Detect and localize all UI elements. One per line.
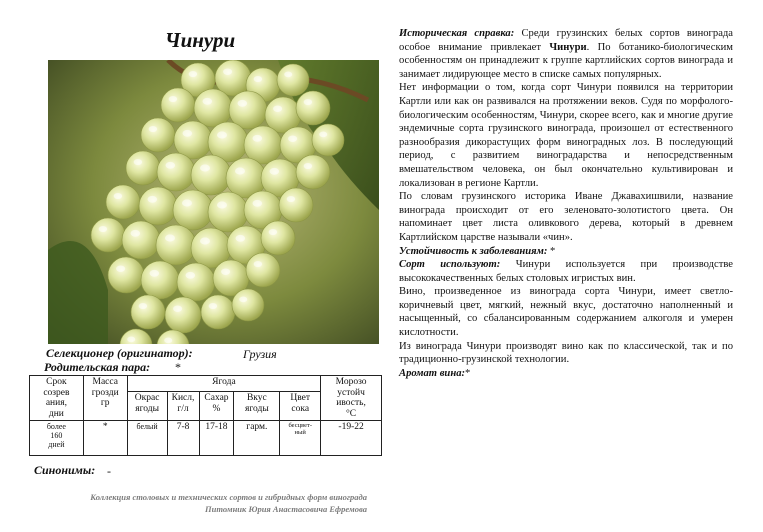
header-berry: Ягода <box>127 376 320 392</box>
grape-berry <box>139 187 177 225</box>
grape-berry-highlight <box>203 98 213 105</box>
grape-berry-highlight <box>148 196 158 203</box>
grape-berry <box>126 151 160 185</box>
grape-berry-highlight <box>165 234 175 241</box>
grape-berry-highlight <box>238 100 248 107</box>
grape-berry <box>131 295 165 329</box>
grape-berry-highlight <box>236 235 246 242</box>
grape-berry-highlight <box>149 126 158 132</box>
grape-berry <box>106 185 140 219</box>
grape-berry <box>277 64 309 96</box>
grape-berry-highlight <box>209 303 218 309</box>
usage-paragraph-2: Вино, произведенное из винограда сорта Чинури, имеет светло-коричневый цвет, мягкий, нежный вкус, достаточно наполненный и насыщенный, со сбалансированным содержанием алкоголя и умерен кислотности. <box>399 286 733 339</box>
history-paragraph-2: Нет информации о том, когда сорт Чинури появился на территории Картли или как он развивался на протяжении веков. Судя по морфолого-биологическим особенностям, Чинури, скорее всего, как и многие другие эндемичные сорта грузинского винограда, произошел от естественного разнообразия дикорастущих форм виноградных лоз. В последующий период, с развитием виноградарства и непосредственным вмешательством человека, он был окончательно культивирован и локализован в регионе Картли. <box>399 82 733 189</box>
synonyms-label: Синонимы: <box>34 463 96 477</box>
grape-berry-highlight <box>319 132 327 138</box>
grape-cluster-image <box>48 60 379 344</box>
variety-name-bold: Чинури <box>549 41 587 53</box>
grape-berry <box>191 155 231 195</box>
grape-berry-highlight <box>186 272 196 279</box>
grape-berry-highlight <box>253 135 262 142</box>
breeder-label: Селекционер (оригинатор): <box>46 346 193 360</box>
description-text <box>399 27 733 380</box>
cell-ripening: более 160 дней <box>30 421 84 456</box>
variety-stats-table <box>29 375 382 456</box>
grape-berry-highlight <box>166 162 176 169</box>
grape-cluster-photo <box>48 60 379 344</box>
grape-berry-highlight <box>223 68 232 74</box>
grape-berry-highlight <box>304 99 313 105</box>
cell-taste: гарм. <box>234 421 280 456</box>
grape-berry <box>296 91 330 125</box>
usage-paragraph-3: Из винограда Чинури производят вино как по классической, так и по традиционно-грузинской технологии. <box>399 340 733 366</box>
footer-nursery-line: Питомник Юрия Анастасовича Ефремова <box>205 504 367 514</box>
grape-berry-highlight <box>217 131 227 138</box>
header-ripening: Срок созрев ания, дни <box>30 376 84 421</box>
grape-berry-highlight <box>183 130 193 137</box>
grape-berry <box>177 263 215 301</box>
grape-berry-highlight <box>114 193 123 199</box>
resistance-value: * <box>547 245 556 257</box>
cell-berry-color: белый <box>127 421 167 456</box>
resistance-line <box>399 245 733 259</box>
history-label: Историческая справка: <box>399 28 515 39</box>
grape-berry <box>141 118 175 152</box>
grape-berry-highlight <box>235 167 245 174</box>
resistance-label: Устойчивость к заболеваниям: <box>399 245 548 257</box>
grape-berry-highlight <box>127 337 135 343</box>
grape-berry-highlight <box>139 303 148 309</box>
grape-berry-highlight <box>200 164 210 171</box>
header-juice-color: Цвет сока <box>280 392 321 421</box>
cell-sugar: 17-18 <box>199 421 234 456</box>
cell-frost-resistance: -19-22 <box>321 421 382 456</box>
history-paragraph: Историческая справка: Среди грузинских белых сортов винограда особое внимание привлекает Чинури. По ботанико-биологическим особенностям он принадлежит к группе картлийских сортов винограда и занимает лидирующее место в списке самых популярных. <box>399 28 733 80</box>
grape-berry <box>156 225 196 265</box>
grape-berry-highlight <box>273 105 282 111</box>
grape-berry <box>296 155 330 189</box>
grape-berry-highlight <box>131 230 141 237</box>
grape-berry <box>312 124 344 156</box>
grape-berry <box>194 89 232 127</box>
aroma-label: Аромат вина: <box>399 367 466 379</box>
usage-paragraph: Сорт используют: Чинури используется при производстве высококачественных белых столовых игристых вин. <box>399 259 734 284</box>
header-sugar: Сахар % <box>199 392 234 421</box>
grape-berry-highlight <box>99 226 108 232</box>
cell-bunch-mass: * <box>83 421 127 456</box>
aroma-value: * <box>465 367 471 379</box>
grape-berry-highlight <box>182 199 192 206</box>
grape-berry-highlight <box>134 159 143 165</box>
usage-label: Сорт используют: <box>399 259 501 271</box>
page-title: Чинури <box>164 28 236 52</box>
parents-label: Родительская пара: <box>44 360 151 374</box>
grape-berry-highlight <box>288 135 297 141</box>
grape-berry-highlight <box>217 201 227 208</box>
header-taste: Вкус ягоды <box>234 392 280 421</box>
header-berry-color: Окрас ягоды <box>127 392 167 421</box>
grape-berry <box>232 289 264 321</box>
cell-acidity: 7-8 <box>167 421 199 456</box>
grape-berry-highlight <box>169 96 178 102</box>
header-bunch-mass: Масса грозди гр <box>83 376 127 421</box>
grape-berry <box>165 297 201 333</box>
grape-berry-highlight <box>116 265 125 271</box>
grape-berry-highlight <box>287 196 296 202</box>
grape-berry-highlight <box>254 76 263 82</box>
grape-berry <box>122 221 160 259</box>
grape-berry-highlight <box>173 305 182 311</box>
synonyms-value: - <box>107 464 111 478</box>
grape-berry-highlight <box>164 338 172 344</box>
header-acidity: Кисл, г/л <box>167 392 199 421</box>
header-frost-resistance: Морозо устойч ивость, °C <box>321 376 382 421</box>
grape-berry-highlight <box>284 72 292 78</box>
grape-berry <box>157 153 195 191</box>
grape-berry-highlight <box>304 163 313 169</box>
grape-berry-highlight <box>200 237 210 244</box>
grape-berry-highlight <box>269 229 278 235</box>
cell-juice-color: бесцвет- ный <box>280 421 321 456</box>
grape-berry-highlight <box>239 297 247 303</box>
footer-collection-line: Коллекция столовых и технических сортов и гибридных форм винограда <box>90 492 367 502</box>
grape-berry-highlight <box>270 168 280 175</box>
grape-berry <box>91 218 125 252</box>
grape-berry <box>279 188 313 222</box>
grape-berry <box>141 261 179 299</box>
grape-berry <box>261 221 295 255</box>
grape-berry <box>161 88 195 122</box>
history-paragraph-3: По словам грузинского историка Иване Джавахишвили, название винограда происходит от его зеленовато-золотистого цвета. Он напоминает цвет листа оливкового дерева, который в древнем Картлийском царстве называли «чин». <box>399 191 733 243</box>
grape-berry <box>246 253 280 287</box>
aroma-line <box>399 367 733 381</box>
grape-berry-highlight <box>189 71 198 77</box>
grape-berry <box>201 295 235 329</box>
grape-berry-highlight <box>253 200 262 207</box>
parents-value: * <box>175 360 181 374</box>
grape-berry <box>108 257 144 293</box>
grape-berry <box>208 192 248 232</box>
grape-berry <box>173 190 213 230</box>
grape-berry-highlight <box>150 270 160 277</box>
grape-berry-highlight <box>221 268 230 274</box>
grape-berry-highlight <box>254 261 263 267</box>
breeder-value: Грузия <box>243 347 277 361</box>
